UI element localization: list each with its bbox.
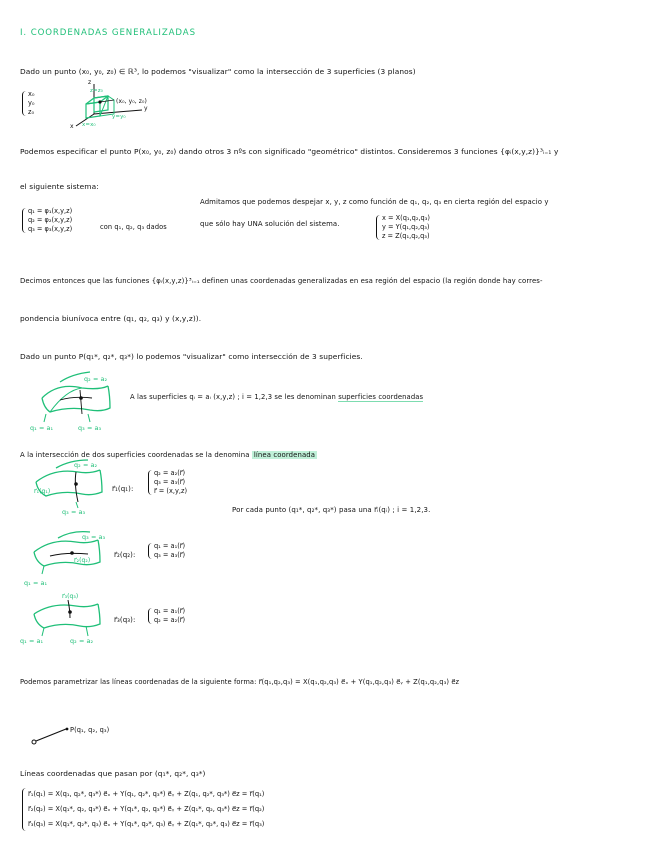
point-x0: x₀ [28, 90, 35, 98]
lineB-label: r⃗₂(q₂): [114, 551, 136, 559]
surfaces-def-a: A las superficies [130, 393, 188, 401]
figC-label-right: q₂ = a₂ [70, 637, 94, 645]
admit-line-2: que sólo hay UNA solución del sistema. [200, 220, 340, 228]
surfaces-def-b: qᵢ = aᵢ (x,y,z) ; i = 1,2,3 se les denominan [189, 393, 336, 401]
fig1-plane-x: x=x₀ [82, 122, 96, 128]
lineB-eq-2: q₃ = a₃(r⃗) [154, 551, 186, 559]
lineC-eq-2: q₂ = a₂(r⃗) [154, 616, 186, 624]
system-q [22, 207, 72, 234]
each-point-text: Por cada punto (q₁*, q₂*, q₃*) pasa una r⃗ᵢ(qᵢ) ; i = 1,2,3. [232, 506, 431, 514]
system-q3: q₃ = φ₃(x,y,z) [28, 225, 73, 233]
coord-lines-title: Líneas coordenadas que pasan por (q₁*, q₂*, q₃*) [20, 769, 206, 778]
fig1-point-label: (x₀, y₀, z₀) [116, 98, 147, 105]
figC-label-curve: r⃗₃(q₃) [62, 593, 79, 600]
lineB-system [148, 542, 185, 560]
figA-label-bottom: q₃ = a₃ [62, 508, 86, 516]
admit-line-1: Admitamos que podemos despejar x, y, z como función de q₁, q₂, q₃ en cierta región del espacio y [200, 198, 549, 206]
lineA-eq-1: q₂ = a₂(r⃗) [154, 469, 186, 477]
surfaces-figure [30, 370, 130, 426]
lineC-system [148, 607, 185, 625]
surfaces-def-term: superficies coordenadas [338, 393, 424, 401]
lineA-eq-2: q₃ = a₃(r⃗) [154, 478, 186, 486]
lineA-label: r⃗₁(q₁): [112, 485, 134, 493]
lineA-eq-3: r⃗ = (x,y,z) [154, 487, 188, 495]
system-q-note: con q₁, q₂, q₃ dados [100, 223, 167, 231]
page-title: I. COORDENADAS GENERALIZADAS [20, 28, 196, 38]
figA-label-top: q₂ = a₂ [74, 461, 98, 469]
system-xyz [376, 214, 430, 241]
point-system [22, 90, 35, 117]
figA-label-curve: r⃗₁(q₁) [34, 488, 51, 495]
paragraph-generalized-1: Decimos entonces que las funciones {φᵢ(x,y,z)}³ᵢ₌₁ definen unas coordenadas generalizadas en esa región del espacio (la región donde hay corres- [20, 277, 543, 285]
point-p-label: P(q₁, q₂, q₃) [70, 726, 110, 734]
fig1-axis-y: y [144, 105, 148, 112]
fig2-label-right: q₃ = a₃ [78, 424, 102, 432]
figB-label-curve: r⃗₂(q₂) [74, 557, 91, 564]
system-z: z = Z(q₁,q₂,q₃) [382, 232, 430, 240]
paragraph-visualize: Dado un punto P(q₁*, q₂*, q₃*) lo podemos "visualizar" como intersección de 3 superficies. [20, 352, 363, 361]
paragraph-generalized-2: pondencia biunívoca entre (q₁, q₂, q₃) y (x,y,z)). [20, 314, 202, 323]
system-y: y = Y(q₁,q₂,q₃) [382, 223, 430, 231]
figB-label-bottom: q₁ = a₁ [24, 579, 48, 587]
lineC-eq-1: q₁ = a₁(r⃗) [154, 607, 186, 615]
fig1-axis-z: z [88, 79, 92, 86]
fig1-plane-y: y=y₀ [112, 114, 126, 120]
coord-line-def-a: A la intersección de dos superficies coordenadas se la denomina [20, 451, 250, 459]
lineA-system [148, 469, 187, 496]
coord-line-eq-1: r⃗₁(q₁) = X(q₁, q₂*, q₃*) e⃗ₓ + Y(q₁, q₂*, q₃*) e⃗ᵧ + Z(q₁, q₂*, q₃*) e⃗z = r⃗(q₁) [28, 790, 265, 798]
point-z0: z₀ [28, 108, 35, 116]
coord-line-eq-3: r⃗₃(q₃) = X(q₁*, q₂*, q₃) e⃗ₓ + Y(q₁*, q₂*, q₃) e⃗ᵧ + Z(q₁*, q₂*, q₃) e⃗z = r⃗(q₃) [28, 820, 265, 828]
paragraph-functions: Podemos especificar el punto P(x₀, y₀, z₀) dando otros 3 nºs con significado "geométrico" distintos. Consideremos 3 funciones {φᵢ(x,y,z)}³ᵢ₌₁ y [20, 147, 559, 156]
point-y0: y₀ [28, 99, 35, 107]
lineB-eq-1: q₁ = a₁(r⃗) [154, 542, 186, 550]
fig2-label-top: q₂ = a₂ [84, 375, 108, 383]
coord-line-eq-2: r⃗₂(q₂) = X(q₁*, q₂, q₃*) e⃗ₓ + Y(q₁*, q₂, q₃*) e⃗ᵧ + Z(q₁*, q₂, q₃*) e⃗z = r⃗(q₂) [28, 805, 265, 813]
fig2-label-left: q₁ = a₁ [30, 424, 54, 432]
parametrization-text: Podemos parametrizar las líneas coordenadas de la siguiente forma: r⃗(q₁,q₂,q₃) = X(q₁,q₂,q₃) e⃗ₓ + Y(q₁,q₂,q₃) e⃗ᵧ + Z(q₁,q₂,q₃) e⃗z [20, 678, 460, 686]
system-q1: q₁ = φ₁(x,y,z) [28, 207, 73, 215]
fig1-plane-z: z=z₀ [90, 88, 103, 94]
coord-lines-system [22, 787, 264, 832]
surfaces-definition [130, 392, 423, 402]
figB-label-top: q₃ = a₃ [82, 533, 106, 541]
intro-paragraph: Dado un punto (x₀, y₀, z₀) ∈ ℝ³, lo podemos "visualizar" como la intersección de 3 superficies (3 planos) [20, 67, 416, 76]
fig1-axis-x: x [70, 123, 74, 130]
paragraph-system-intro: el siguiente sistema: [20, 182, 99, 191]
figC-label-left: q₁ = a₁ [20, 637, 44, 645]
lineC-label: r⃗₃(q₃): [114, 616, 136, 624]
system-q2: q₂ = φ₂(x,y,z) [28, 216, 73, 224]
coord-line-term: línea coordenada [253, 451, 316, 459]
system-x: x = X(q₁,q₂,q₃) [382, 214, 430, 222]
